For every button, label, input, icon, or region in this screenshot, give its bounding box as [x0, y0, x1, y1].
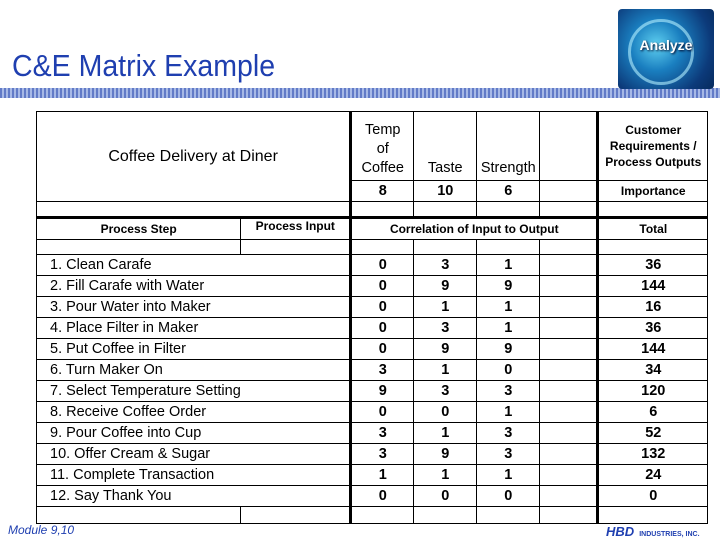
total-cell: 52: [598, 423, 708, 444]
total-cell: 36: [598, 255, 708, 276]
total-cell: 24: [598, 465, 708, 486]
correlation-score-cell: 0: [477, 486, 540, 507]
process-input-cell: [241, 339, 351, 360]
output-header-line: Taste: [427, 160, 463, 176]
correlation-score-cell: [540, 486, 598, 507]
correlation-score-cell: 1: [414, 297, 477, 318]
correlation-score-cell: 3: [414, 318, 477, 339]
customer-requirements-header: Customer Requirements / Process Outputs: [598, 112, 708, 181]
output-header-line: Temp: [365, 122, 401, 138]
total-cell: 144: [598, 339, 708, 360]
spacer-cell: [598, 240, 708, 255]
process-step-cell: 6. Turn Maker On: [37, 360, 241, 381]
process-input-cell: [241, 402, 351, 423]
spacer-cell: [477, 240, 540, 255]
spacer-cell: [37, 202, 351, 218]
process-step-cell: 4. Place Filter in Maker: [37, 318, 241, 339]
correlation-score-cell: 0: [477, 360, 540, 381]
spacer-cell: [598, 507, 708, 524]
correlation-score-cell: [540, 465, 598, 486]
module-label: Module 9,10: [8, 523, 75, 537]
output-header: [477, 112, 540, 181]
total-cell: 0: [598, 486, 708, 507]
correlation-score-cell: 1: [414, 423, 477, 444]
col-header-correlation: Correlation of Input to Output: [351, 218, 598, 240]
col-header-process-input: Process Input: [241, 218, 351, 240]
correlation-score-cell: [540, 360, 598, 381]
spacer-cell: [241, 507, 351, 524]
spacer-cell: [241, 240, 351, 255]
table-row: [37, 276, 708, 297]
correlation-score-cell: [540, 402, 598, 423]
correlation-score-cell: [540, 339, 598, 360]
analyze-badge: [618, 9, 714, 89]
process-step-cell: 3. Pour Water into Maker: [37, 297, 241, 318]
correlation-score-cell: 3: [477, 381, 540, 402]
table-row: [37, 423, 708, 444]
correlation-score-cell: 0: [414, 486, 477, 507]
process-input-cell: [241, 423, 351, 444]
table-row: [37, 402, 708, 423]
correlation-score-cell: 0: [351, 297, 414, 318]
correlation-score-cell: 0: [351, 255, 414, 276]
output-header: [351, 112, 414, 181]
correlation-score-cell: 3: [414, 381, 477, 402]
process-step-cell: 12. Say Thank You: [37, 486, 241, 507]
matrix-topic: Coffee Delivery at Diner: [37, 112, 351, 202]
total-cell: 144: [598, 276, 708, 297]
correlation-score-cell: 0: [351, 486, 414, 507]
ce-matrix-table: [36, 111, 708, 524]
correlation-score-cell: 0: [414, 402, 477, 423]
correlation-score-cell: [540, 381, 598, 402]
process-input-cell: [241, 360, 351, 381]
correlation-score-cell: 9: [414, 444, 477, 465]
correlation-score-cell: 1: [477, 465, 540, 486]
importance-value: 10: [414, 181, 477, 202]
spacer-cell: [477, 202, 540, 218]
output-header-line: of: [376, 141, 389, 157]
title-divider-stripe: [0, 88, 720, 98]
process-input-cell: [241, 276, 351, 297]
spacer-cell: [414, 240, 477, 255]
correlation-score-cell: 1: [477, 297, 540, 318]
col-header-total: Total: [598, 218, 708, 240]
spacer-cell: [540, 202, 598, 218]
correlation-score-cell: 0: [351, 402, 414, 423]
output-header: [540, 112, 598, 181]
process-step-cell: 8. Receive Coffee Order: [37, 402, 241, 423]
process-step-cell: 11. Complete Transaction: [37, 465, 241, 486]
total-cell: 6: [598, 402, 708, 423]
output-header-line: Strength: [480, 160, 536, 176]
output-header-line: Coffee: [361, 160, 404, 176]
slide-title: C&E Matrix Example: [12, 48, 276, 83]
spacer-cell: [598, 202, 708, 218]
process-step-cell: 10. Offer Cream & Sugar: [37, 444, 241, 465]
correlation-score-cell: 3: [351, 360, 414, 381]
table-row: [37, 339, 708, 360]
analyze-badge-label: Analyze: [639, 37, 693, 53]
table-row: [37, 360, 708, 381]
process-step-cell: 7. Select Temperature Setting: [37, 381, 241, 402]
correlation-score-cell: 1: [477, 402, 540, 423]
total-cell: 16: [598, 297, 708, 318]
correlation-score-cell: 1: [351, 465, 414, 486]
process-input-cell: [241, 255, 351, 276]
spacer-cell: [351, 240, 414, 255]
process-input-cell: [241, 318, 351, 339]
spacer-cell: [351, 507, 414, 524]
process-step-cell: 2. Fill Carafe with Water: [37, 276, 241, 297]
correlation-score-cell: 3: [414, 255, 477, 276]
company-logo-mark: HBD: [606, 524, 635, 539]
correlation-score-cell: 9: [477, 339, 540, 360]
total-cell: 34: [598, 360, 708, 381]
importance-value: [540, 181, 598, 202]
correlation-score-cell: 1: [414, 465, 477, 486]
total-cell: 36: [598, 318, 708, 339]
correlation-score-cell: [540, 444, 598, 465]
correlation-score-cell: 0: [351, 318, 414, 339]
correlation-score-cell: [540, 255, 598, 276]
correlation-score-cell: 9: [351, 381, 414, 402]
correlation-score-cell: 9: [477, 276, 540, 297]
col-header-process-step: Process Step: [37, 218, 241, 240]
spacer-cell: [540, 240, 598, 255]
correlation-score-cell: 1: [477, 318, 540, 339]
correlation-score-cell: 1: [414, 360, 477, 381]
process-input-cell: [241, 465, 351, 486]
process-step-cell: 1. Clean Carafe: [37, 255, 241, 276]
process-input-cell: [241, 297, 351, 318]
correlation-score-cell: 9: [414, 276, 477, 297]
table-row: [37, 297, 708, 318]
spacer-cell: [37, 507, 241, 524]
process-input-cell: [241, 381, 351, 402]
table-row: [37, 255, 708, 276]
correlation-score-cell: 3: [477, 444, 540, 465]
importance-label: Importance: [598, 181, 708, 202]
output-header: [414, 112, 477, 181]
correlation-score-cell: 3: [351, 444, 414, 465]
spacer-cell: [540, 507, 598, 524]
correlation-score-cell: [540, 297, 598, 318]
table-row: [37, 318, 708, 339]
correlation-score-cell: 0: [351, 276, 414, 297]
importance-value: 8: [351, 181, 414, 202]
company-logo-text: INDUSTRIES, INC.: [639, 531, 700, 538]
spacer-cell: [477, 507, 540, 524]
spacer-cell: [414, 507, 477, 524]
table-row: [37, 486, 708, 507]
correlation-score-cell: 0: [351, 339, 414, 360]
spacer-cell: [37, 240, 241, 255]
process-input-cell: [241, 486, 351, 507]
process-input-cell: [241, 444, 351, 465]
spacer-cell: [351, 202, 414, 218]
spacer-cell: [414, 202, 477, 218]
correlation-score-cell: 3: [351, 423, 414, 444]
correlation-score-cell: 1: [477, 255, 540, 276]
process-step-cell: 9. Pour Coffee into Cup: [37, 423, 241, 444]
correlation-score-cell: [540, 423, 598, 444]
table-row: [37, 381, 708, 402]
company-logo: [606, 524, 700, 539]
total-cell: 120: [598, 381, 708, 402]
correlation-score-cell: [540, 318, 598, 339]
importance-value: 6: [477, 181, 540, 202]
correlation-score-cell: 9: [414, 339, 477, 360]
total-cell: 132: [598, 444, 708, 465]
table-row: [37, 444, 708, 465]
table-row: [37, 465, 708, 486]
correlation-score-cell: 3: [477, 423, 540, 444]
process-step-cell: 5. Put Coffee in Filter: [37, 339, 241, 360]
correlation-score-cell: [540, 276, 598, 297]
